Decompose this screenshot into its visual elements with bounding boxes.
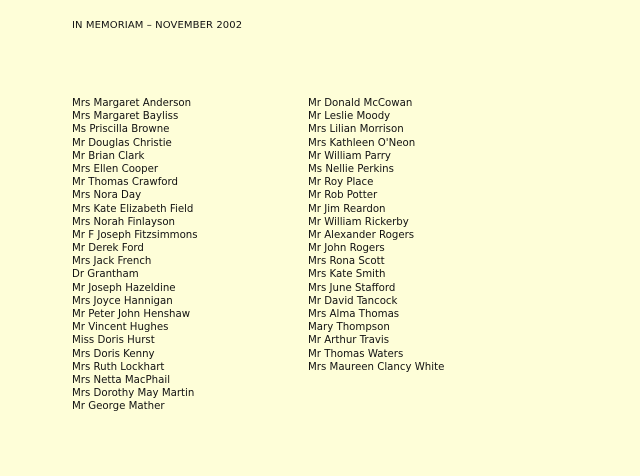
name-entry: Mr George Mather — [72, 401, 165, 413]
name-entry: Mr Joseph Hazeldine — [72, 282, 176, 294]
name-entry: Mrs Rona Scott — [308, 256, 385, 268]
name-entry: Mrs Alma Thomas — [308, 309, 400, 320]
name-entry: Mr Leslie Moody — [308, 111, 391, 123]
name-entry: Mr Derek Ford — [72, 243, 144, 255]
name-entry: Mrs Kate Smith — [308, 269, 386, 281]
name-entry: Mrs Margaret Bayliss — [72, 111, 179, 123]
name-entry: Mr Donald McCowan — [308, 98, 413, 109]
name-entry: Mr William Parry — [308, 150, 391, 162]
name-entry: Mrs Ruth Lockhart — [72, 361, 165, 373]
name-entry: Mrs Lilian Morrison — [308, 124, 404, 136]
name-entry: Mrs Doris Kenny — [72, 348, 155, 360]
name-entry: Mr David Tancock — [308, 295, 398, 307]
names-column-right — [308, 97, 444, 374]
name-entry: Mr Douglas Christie — [72, 137, 172, 149]
name-entry: Mr Brian Clark — [72, 150, 145, 162]
name-entry: Miss Doris Hurst — [72, 335, 155, 347]
name-entry: Mr Alexander Rogers — [308, 229, 415, 241]
name-entry: Mary Thompson — [308, 322, 390, 334]
name-entry: Mr Jim Reardon — [308, 203, 386, 215]
name-entry: Mrs June Stafford — [308, 282, 396, 294]
name-entry: Mr Rob Potter — [308, 190, 378, 202]
name-entry: Mrs Kathleen O'Neon — [308, 137, 416, 149]
name-entry: Mrs Ellen Cooper — [72, 163, 159, 175]
name-entry: Mrs Jack French — [72, 256, 152, 268]
name-entry: Mr Arthur Travis — [308, 335, 390, 347]
name-entry: Mr William Rickerby — [308, 216, 409, 228]
name-entry: Mrs Margaret Anderson — [72, 98, 192, 109]
name-entry: Mr Peter John Henshaw — [72, 309, 191, 320]
name-entry: Mr Thomas Crawford — [72, 177, 179, 189]
name-entry: Dr Grantham — [72, 269, 139, 281]
name-entry: Mrs Joyce Hannigan — [72, 295, 173, 307]
name-entry: Mrs Maureen Clancy White — [308, 361, 445, 373]
name-entry: Mr Thomas Waters — [308, 348, 404, 360]
name-entry: Mr Vincent Hughes — [72, 322, 169, 334]
name-entry: Mrs Norah Finlayson — [72, 216, 176, 228]
name-entry: Mrs Nora Day — [72, 190, 142, 202]
page-heading: IN MEMORIAM – NOVEMBER 2002 — [72, 20, 243, 31]
name-entry: Mr Roy Place — [308, 177, 374, 189]
name-entry: Mrs Dorothy May Martin — [72, 388, 195, 400]
name-entry: Ms Priscilla Browne — [72, 124, 170, 136]
name-entry: Ms Nellie Perkins — [308, 163, 394, 175]
name-entry: Mrs Netta MacPhail — [72, 374, 171, 386]
names-column-left — [72, 97, 198, 414]
name-entry: Mrs Kate Elizabeth Field — [72, 203, 194, 215]
name-entry: Mr John Rogers — [308, 243, 385, 255]
name-entry: Mr F Joseph Fitzsimmons — [72, 229, 198, 241]
